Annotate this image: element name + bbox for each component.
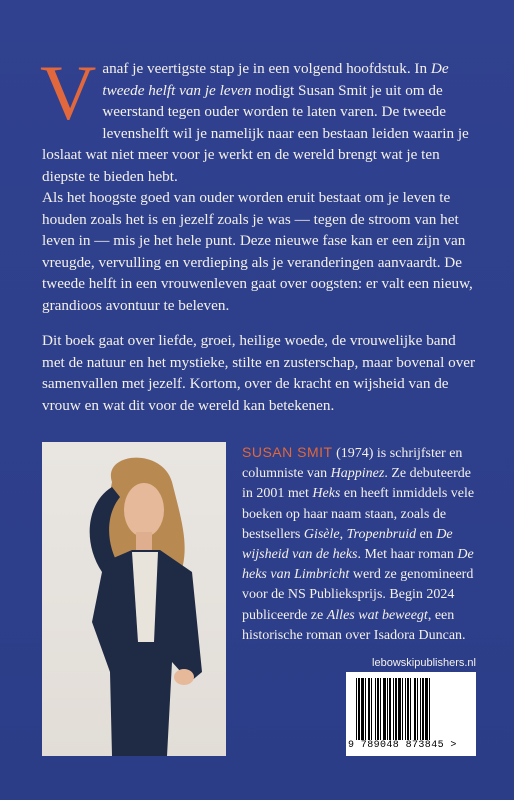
barcode-bar xyxy=(371,678,372,740)
bio-italic: Happinez xyxy=(330,466,385,482)
bio-italic: Gisèle xyxy=(303,526,340,542)
bio-text: , xyxy=(339,526,347,542)
bio-italic: Alles wat beweegt xyxy=(326,607,428,623)
author-photo xyxy=(42,442,226,756)
book-title: De tweede helft van je leven xyxy=(102,60,449,99)
barcode-bar xyxy=(425,678,428,740)
bio-text: . Ze debuteerde in 2001 met xyxy=(242,466,472,502)
bio-text: , een historische roman over Isadora Duncan. xyxy=(242,607,466,643)
barcode-bar xyxy=(380,678,381,740)
barcode-bar xyxy=(393,678,394,740)
bio-italic: Tropenbruid xyxy=(346,526,417,542)
barcode-bar xyxy=(398,678,401,740)
barcode-bar xyxy=(377,678,379,740)
barcode-bar xyxy=(356,678,357,740)
barcode-bar xyxy=(387,678,388,740)
bio-italic: De wijsheid van de heks xyxy=(242,526,453,563)
barcode-bar xyxy=(395,678,397,740)
isbn-digits: 9 789048 873845 xyxy=(348,740,445,751)
barcode-bar xyxy=(402,678,403,740)
barcode-bar xyxy=(407,678,409,740)
barcode-bar xyxy=(417,678,418,740)
barcode-bar xyxy=(365,678,366,740)
barcode-bar xyxy=(422,678,424,740)
barcode-bar xyxy=(383,678,386,740)
barcode-bar xyxy=(389,678,391,740)
bio-italic: Heks xyxy=(312,486,341,502)
barcode-bar xyxy=(358,678,360,740)
bio-text: en xyxy=(416,526,437,542)
barcode-bar xyxy=(368,678,370,740)
barcode-bars xyxy=(356,678,466,740)
publisher-url[interactable]: lebowskipublishers.nl xyxy=(372,657,476,669)
blurb-paragraph-3: Dit boek gaat over liefde, groei, heilige woede, de vrouwelijke band met de natuur en het mystieke, stilte en zusterschap, maar bovenal over samenvallen met jezelf. Kortom, over de kracht en wijsheid van de vrouw en wat dit voor de wereld kan betekenen. xyxy=(42,332,476,414)
bio-text: werd ze genomineerd voor de NS Publieksprijs. Begin 2024 publiceerde ze xyxy=(242,567,474,623)
author-bio xyxy=(242,442,476,646)
barcode-bar xyxy=(361,678,364,740)
barcode-digits xyxy=(348,740,474,751)
barcode-bar xyxy=(429,678,430,740)
barcode-bar xyxy=(375,678,376,740)
barcode-bar xyxy=(405,678,406,740)
barcode-suffix: > xyxy=(450,740,457,751)
barcode-bar xyxy=(420,678,421,740)
author-name: SUSAN SMIT xyxy=(242,444,333,460)
drop-cap: V xyxy=(40,49,97,136)
bio-text: . Met haar roman xyxy=(357,547,458,563)
blurb-p1-text-a: anaf je veertigste stap je in een volgend hoofdstuk. In xyxy=(102,60,431,77)
blurb-paragraph-1 xyxy=(40,49,476,188)
bio-text: (1974) is schrijfster en columniste van xyxy=(242,446,463,482)
blurb-paragraph-2: Als het hoogste goed van ouder worden eruit bestaat om je leven te houden zoals het is en jezelf zoals je was — tegen de stroom van het leven in — mis je het hele punt. Deze nieuwe fase kan er een zijn van vreugde, vervulling en verdieping als je veranderingen aanvaardt. De tweede helft in een vrouwenleven gaat over oogsten: er valt een nieuw, grandioos avontuur te beleven. xyxy=(42,189,473,314)
bio-text: en heeft inmiddels vele boeken op haar naam staan, zoals de bestsellers xyxy=(242,486,475,542)
barcode-bar xyxy=(410,678,411,740)
blurb-p1-text-b: nodigt Susan Smit je uit om de weerstand tegen ouder worden te laten varen. De tweede levenshelft wil je namelijk naar een bestaan leiden waarin je loslaat wat niet meer voor je werkt en de wereld brengt wat je ten diepste te bieden hebt. xyxy=(42,81,469,185)
barcode-bar xyxy=(414,678,416,740)
barcode xyxy=(346,672,476,756)
bio-italic: De heks van Limbricht xyxy=(242,547,474,583)
